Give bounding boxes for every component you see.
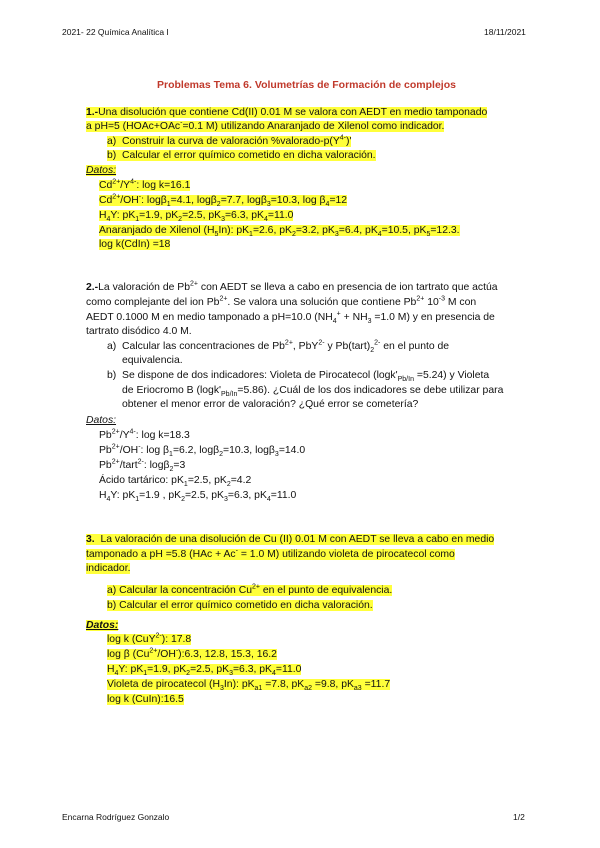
page-title: Problemas Tema 6. Volumetrías de Formación de complejos [157,79,456,91]
problem-3-data-4: Violeta de pirocatecol $(H_3In)$: $pK_{a1} =7.8$, $pK_{a2} =9.8$, $pK_{a3} =11.7$ [107,679,391,693]
problem-2-data-2: $Pb^{2+}/OH^-$: $\log \beta_1=6.2$, logβ$_2$=10.3, logβ$_3$=14.0 [99,443,306,459]
problem-3-datos-label: Datos: [86,620,119,631]
problem-2-part-a-1: a) Calcular las concentraciones de $Pb^{2+}$, PbY$^{2-}$ y $Pb(tart)_2^{2-}$ en el punto de [107,339,450,355]
problem-1-data-2: $Cd^{2+}/OH^-$: logβ$_1$=4.1, logβ$_2$=7.7, logβ$_3$=10.3, $\log \beta_4=12$ [99,193,348,209]
problem-3-data-5: log k (CuIn):16.5 [107,694,184,705]
problem-1-data-1: $Cd^{2+}/Y^{4-}$: log k=16.1 [99,178,191,191]
problem-2-line-1: 2.-La valoración de $Pb^{2+}$ con AEDT se lleva a cabo en presencia de ion tartrato que actúa [86,280,498,293]
problem-3-part-a: a) Calcular la concentración $Cu^{2+}$ en el punto de equivalencia. [107,583,393,596]
problem-1-part-b: b) Calcular el error químico cometido en dicha valoración. [107,150,376,161]
footer-page-number: 1/2 [513,812,525,822]
header-left: 2021- 22 Química Analítica I [62,27,169,37]
problem-3-data-2: log β $(Cu^{2+}/OH^-):6.3$, 12.8, 15.3, 16.2 [107,647,277,660]
problem-1-data-5: log k(CdIn) =18 [99,239,171,250]
problem-3-line-1: 3. La valoración de una disolución de Cu (II) 0.01 M con AEDT se lleva a cabo en medio [86,534,495,545]
problem-1-part-a: a) Construir la curva de valoración $\%valorado-p(Y^{4-})'$ [107,134,352,147]
problem-3-line-2: tamponado a pH =5.8 (HAc + Ac- = 1.0 M) utilizando violeta de pirocatecol como [86,547,455,560]
problem-2-data-5: $H_4Y$: $pK_1=1.9$ , $pK_2=2.5$, $pK_3=6.3$, $pK_4=11.0$ [99,490,297,504]
problem-2-part-a-2: equivalencia. [122,355,183,366]
header-date: 18/11/2021 [484,27,526,37]
problem-2-line-3: AEDT 0.1000 M en medio tamponado a pH=10.0 ($NH_4^+ + NH_3 =1.0$ M) y en presencia de [86,310,495,326]
problem-2-part-b-1: b) Se dispone de dos indicadores: Violeta de Pirocatecol $(\log k'_{Pb/In} =5.24)$ y Violeta [107,370,490,384]
problem-2-data-3: $Pb^{2+}/tart^{2-}$: logβ$_2$=3 [99,458,186,474]
problem-2-line-4: tartrato disódico 4.0 M. [86,326,192,337]
problem-2-line-2: como complejante del ion $Pb^{2+}$. Se valora una solución que contiene $Pb^{2+}$ $10^{-3}$ M con [86,295,477,308]
problem-3-line-3: indicador. [86,563,131,574]
problem-3-data-3: $H_4Y$: $pK_1=1.9$, $pK_2=2.5$, $pK_3=6.3$, $pK_4=11.0$ [107,664,302,678]
problem-1-data-3: $H_4Y$: $pK_1=1.9$, $pK_2=2.5$, $pK_3=6.3$, $pK_4=11.0$ [99,210,294,224]
problem-1-datos-label: Datos: [86,165,117,176]
problem-2-datos-label: Datos: [86,415,117,426]
problem-1-line-1: 1.-Una disolución que contiene Cd(II) 0.01 M se valora con AEDT en medio tamponado [86,107,488,118]
problem-2-data-4: Ácido tartárico: $pK_1=2.5$, $pK_2=4.2$ [99,475,252,489]
footer-author: Encarna Rodríguez Gonzalo [62,812,170,822]
problem-3-part-b: b) Calcular el error químico cometido en dicha valoración. [107,600,373,611]
problem-2-data-1: $Pb^{2+}/Y^{4-}$: log k=18.3 [99,428,190,441]
problem-1-line-2: a pH=5 (HOAc+OAc-=0.1 M) utilizando Anaranjado de Xilenol como indicador. [86,119,445,132]
problem-3-data-1: log k (CuY$^{2-}$): 17.8 [107,632,192,645]
problem-2-part-b-3: obtener el menor error de valoración? ¿Qué error se cometería? [122,399,419,410]
problem-1-data-4: Anaranjado de Xilenol $(H_5In)$: $pK_1=2.6$, $pK_2=3.2$, $pK_3=6.4$, $pK_4=10.5$, $pK_5=12.3$. [99,225,460,239]
problem-2-part-b-2: de Eriocromo B $(\log k'_{Pb/In}=5.86)$. ¿Cuál de los dos indicadores se debe utilizar para [122,385,504,399]
